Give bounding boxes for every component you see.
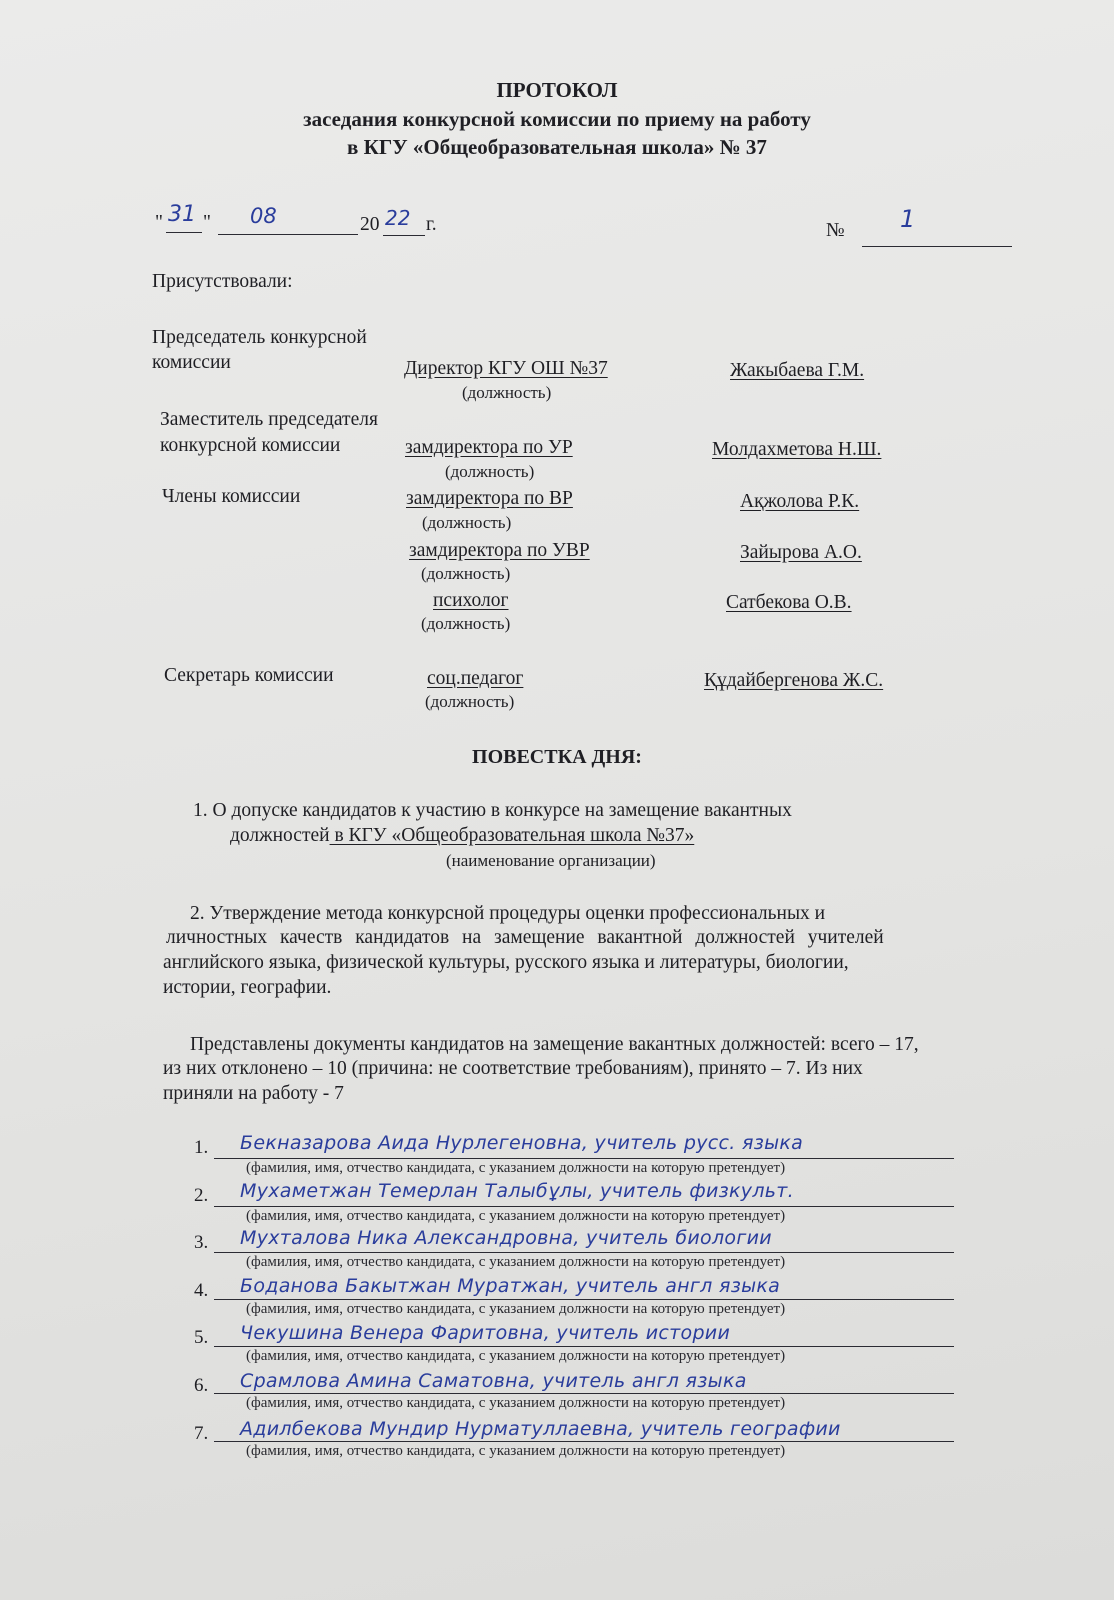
candidate-caption: (фамилия, имя, отчество кандидата, с указанием должности на которую претендует) [246, 1443, 786, 1459]
candidate-line [214, 1393, 954, 1394]
summary-line-1: Представлены документы кандидатов на замещение вакантных должностей: всего – 17, [190, 1034, 919, 1055]
member3-position-caption: (должность) [421, 614, 511, 633]
candidate-entry: Мухаметжан Темерлан Талыбұлы, учитель физкульт. [240, 1180, 794, 1202]
candidate-number: 4. [194, 1280, 209, 1301]
date-day-line [166, 232, 202, 233]
candidate-entry: Адилбекова Мундир Нурматуллаевна, учитель географии [240, 1418, 841, 1440]
agenda-heading: ПОВЕСТКА ДНЯ: [472, 746, 642, 768]
document-title: ПРОТОКОЛ [496, 78, 618, 102]
agenda-item-2-line-3: английского языка, физической культуры, русского языка и литературы, биологии, [163, 952, 849, 973]
candidate-line [214, 1206, 954, 1207]
candidate-entry: Бекназарова Аида Нурлегеновна, учитель русс. языка [240, 1132, 804, 1154]
candidate-number: 5. [194, 1327, 209, 1348]
member3-position: психолог [433, 590, 509, 611]
secretary-position-caption: (должность) [425, 692, 515, 711]
member2-position: замдиректора по УВР [409, 540, 590, 561]
candidate-entry: Срамлова Амина Саматовна, учитель англ языка [240, 1370, 747, 1392]
agenda-item-2-line-4: истории, географии. [163, 977, 332, 998]
agenda-item-1-organization: в КГУ «Общеобразовательная школа №37» [329, 825, 695, 846]
candidate-line [214, 1158, 954, 1159]
candidate-number: 3. [194, 1232, 209, 1253]
candidate-line [214, 1441, 954, 1442]
date-day: 31 [168, 202, 196, 227]
deputy-label-2: конкурсной комиссии [160, 435, 341, 456]
date-close-quote: " [203, 212, 211, 233]
candidate-caption: (фамилия, имя, отчество кандидата, с указанием должности на которую претендует) [246, 1348, 786, 1364]
date-year-line [383, 235, 425, 236]
protocol-number-line [862, 246, 1012, 247]
secretary-label: Секретарь комиссии [164, 665, 334, 686]
candidate-caption: (фамилия, имя, отчество кандидата, с указанием должности на которую претендует) [246, 1395, 786, 1411]
secretary-name: Құдайбергенова Ж.С. [704, 670, 884, 691]
protocol-number-label: № [826, 220, 845, 241]
date-year-prefix: 20 [360, 214, 380, 235]
candidate-line [214, 1346, 954, 1347]
candidate-caption: (фамилия, имя, отчество кандидата, с указанием должности на которую претендует) [246, 1301, 786, 1317]
candidate-caption: (фамилия, имя, отчество кандидата, с указанием должности на которую претендует) [246, 1208, 786, 1224]
candidate-line [214, 1299, 954, 1300]
member2-name: Зайырова А.О. [740, 542, 862, 563]
candidate-entry: Мухталова Ника Александровна, учитель биологии [240, 1227, 772, 1249]
summary-line-2: из них отклонено – 10 (причина: не соответствие требованиям), принято – 7. Из них [163, 1058, 863, 1079]
agenda-item-2-line-1: 2. Утверждение метода конкурсной процедуры оценки профессиональных и [190, 903, 826, 924]
chair-position-caption: (должность) [462, 383, 552, 402]
date-year-suffix: 22 [385, 206, 411, 230]
agenda-item-1-prefix: должностей [230, 825, 330, 846]
deputy-label-1: Заместитель председателя [160, 409, 378, 430]
date-open-quote: " [155, 212, 163, 233]
document-subtitle-2: в КГУ «Общеобразовательная школа» № 37 [347, 135, 767, 159]
chair-name: Жакыбаева Г.М. [730, 360, 865, 381]
deputy-position-caption: (должность) [445, 462, 535, 481]
member1-position-caption: (должность) [422, 513, 512, 532]
candidate-number: 7. [194, 1423, 209, 1444]
chair-label-2: комиссии [152, 352, 231, 373]
document-subtitle-1: заседания конкурсной комиссии по приему на работу [303, 107, 811, 131]
agenda-item-1-caption: (наименование организации) [446, 851, 656, 870]
agenda-item-1-line-1: 1. О допуске кандидатов к участию в конкурсе на замещение вакантных [193, 800, 792, 821]
date-month: 08 [250, 204, 277, 228]
candidate-line [214, 1252, 954, 1253]
chair-position: Директор КГУ ОШ №37 [404, 358, 608, 379]
candidate-entry: Боданова Бакытжан Муратжан, учитель англ языка [240, 1275, 781, 1297]
summary-line-3: приняли на работу - 7 [163, 1083, 344, 1104]
candidate-number: 1. [194, 1137, 209, 1158]
protocol-number-value: 1 [900, 205, 916, 233]
candidate-number: 2. [194, 1185, 209, 1206]
agenda-item-2-line-2: личностных качеств кандидатов на замещение вакантной должностей учителей [166, 927, 884, 948]
secretary-position: соц.педагог [427, 668, 524, 689]
deputy-name: Молдахметова Н.Ш. [712, 439, 882, 460]
member1-name: Ақжолова Р.К. [740, 491, 860, 512]
candidate-entry: Чекушина Венера Фаритовна, учитель истории [240, 1322, 731, 1344]
member3-name: Сатбекова О.В. [726, 592, 852, 613]
member2-position-caption: (должность) [421, 564, 511, 583]
candidate-caption: (фамилия, имя, отчество кандидата, с указанием должности на которую претендует) [246, 1254, 786, 1270]
candidate-number: 6. [194, 1375, 209, 1396]
date-year-unit: г. [426, 214, 437, 235]
candidate-caption: (фамилия, имя, отчество кандидата, с указанием должности на которую претендует) [246, 1160, 786, 1176]
agenda-item-1-line-2 [230, 825, 694, 847]
present-label: Присутствовали: [152, 271, 293, 292]
member1-position: замдиректора по ВР [406, 488, 573, 509]
date-month-line [218, 234, 358, 235]
chair-label-1: Председатель конкурсной [152, 327, 367, 348]
deputy-position: замдиректора по УР [405, 437, 573, 458]
members-label: Члены комиссии [162, 486, 301, 507]
